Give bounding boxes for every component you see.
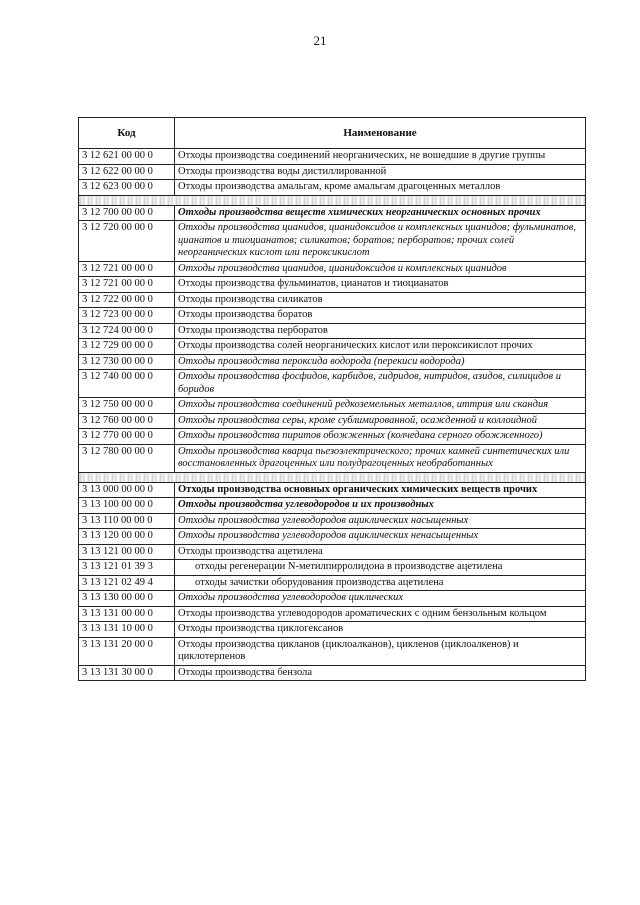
name-cell: Отходы производства фульминатов, цианатов и тиоцианатов: [175, 277, 586, 293]
table-row: [79, 560, 586, 576]
name-cell: Отходы производства пиритов обожженных (колчедана серного обожженного): [175, 429, 586, 445]
code-cell: 3 12 750 00 00 0: [79, 398, 175, 414]
code-cell: 3 12 722 00 00 0: [79, 292, 175, 308]
code-cell: 3 12 730 00 00 0: [79, 354, 175, 370]
code-cell: 3 12 724 00 00 0: [79, 323, 175, 339]
table-row: [79, 665, 586, 681]
table-row: [79, 482, 586, 498]
name-cell: Отходы производства перборатов: [175, 323, 586, 339]
table-row: [79, 444, 586, 472]
name-cell: Отходы производства углеводородов и их производных: [175, 498, 586, 514]
table-row: [79, 637, 586, 665]
code-cell: 3 13 100 00 00 0: [79, 498, 175, 514]
name-cell: Отходы производства цианидов, цианидоксидов и комплексных цианидов; фульминатов, цианатов и тиоцианатов; силикатов; боратов; перборатов; прочих солей неорганических кислот или пероксикислот: [175, 221, 586, 262]
code-cell: 3 12 729 00 00 0: [79, 339, 175, 355]
table-row: [79, 370, 586, 398]
table-body: [79, 149, 586, 681]
table-row: [79, 205, 586, 221]
name-cell: Отходы производства углеводородов ациклических насыщенных: [175, 513, 586, 529]
table-row: [79, 164, 586, 180]
table-row: [79, 292, 586, 308]
name-cell: отходы регенерации N-метилпирролидона в производстве ацетилена: [175, 560, 586, 576]
table-row: [79, 498, 586, 514]
table-row: [79, 354, 586, 370]
code-cell: 3 13 121 02 49 4: [79, 575, 175, 591]
separator-cell: [79, 472, 586, 482]
table-row: [79, 544, 586, 560]
code-cell: 3 13 131 20 00 0: [79, 637, 175, 665]
separator-row: [79, 195, 586, 205]
name-column-header: Наименование: [175, 118, 586, 149]
name-cell: Отходы производства углеводородов ациклических ненасыщенных: [175, 529, 586, 545]
code-cell: 3 13 110 00 00 0: [79, 513, 175, 529]
table-row: [79, 622, 586, 638]
code-column-header: Код: [79, 118, 175, 149]
separator-row: [79, 472, 586, 482]
name-cell: Отходы производства веществ химических неорганических основных прочих: [175, 205, 586, 221]
table-row: [79, 529, 586, 545]
name-cell: Отходы производства пероксида водорода (перекиси водорода): [175, 354, 586, 370]
code-cell: 3 12 700 00 00 0: [79, 205, 175, 221]
code-cell: 3 13 131 10 00 0: [79, 622, 175, 638]
name-cell: Отходы производства силикатов: [175, 292, 586, 308]
name-cell: Отходы производства солей неорганических кислот или пероксикислот прочих: [175, 339, 586, 355]
table-row: [79, 261, 586, 277]
name-cell: отходы зачистки оборудования производства ацетилена: [175, 575, 586, 591]
code-cell: 3 12 621 00 00 0: [79, 149, 175, 165]
table-row: [79, 277, 586, 293]
waste-classification-table: [78, 117, 586, 681]
table-row: [79, 575, 586, 591]
table-row: [79, 149, 586, 165]
name-cell: Отходы производства цианидов, цианидоксидов и комплексных цианидов: [175, 261, 586, 277]
name-cell: Отходы производства ацетилена: [175, 544, 586, 560]
code-cell: 3 12 780 00 00 0: [79, 444, 175, 472]
code-cell: 3 12 623 00 00 0: [79, 180, 175, 196]
name-cell: Отходы производства боратов: [175, 308, 586, 324]
separator-cell: [79, 195, 586, 205]
code-cell: 3 12 740 00 00 0: [79, 370, 175, 398]
table-row: [79, 398, 586, 414]
page-number: 21: [313, 33, 327, 48]
code-cell: 3 12 622 00 00 0: [79, 164, 175, 180]
code-cell: 3 12 720 00 00 0: [79, 221, 175, 262]
name-cell: Отходы производства серы, кроме сублимированной, осажденной и коллоидной: [175, 413, 586, 429]
code-cell: 3 13 131 30 00 0: [79, 665, 175, 681]
name-cell: Отходы производства амальгам, кроме амальгам драгоценных металлов: [175, 180, 586, 196]
code-cell: 3 13 121 00 00 0: [79, 544, 175, 560]
code-cell: 3 13 121 01 39 3: [79, 560, 175, 576]
name-cell: Отходы производства соединений неорганических, не вошедшие в другие группы: [175, 149, 586, 165]
code-cell: 3 12 723 00 00 0: [79, 308, 175, 324]
name-cell: Отходы производства циклогексанов: [175, 622, 586, 638]
name-cell: Отходы производства цикланов (циклоалканов), цикленов (циклоалкенов) и циклотерпенов: [175, 637, 586, 665]
code-cell: 3 12 760 00 00 0: [79, 413, 175, 429]
table-row: [79, 308, 586, 324]
name-cell: Отходы производства фосфидов, карбидов, гидридов, нитридов, азидов, силицидов и боридов: [175, 370, 586, 398]
name-cell: Отходы производства бензола: [175, 665, 586, 681]
table-row: [79, 591, 586, 607]
name-cell: Отходы производства углеводородов ароматических с одним бензольным кольцом: [175, 606, 586, 622]
name-cell: Отходы производства углеводородов циклических: [175, 591, 586, 607]
name-cell: Отходы производства соединений редкоземельных металлов, иттрия или скандия: [175, 398, 586, 414]
code-cell: 3 13 120 00 00 0: [79, 529, 175, 545]
table-row: [79, 339, 586, 355]
table-row: [79, 429, 586, 445]
table-row: [79, 513, 586, 529]
table-row: [79, 413, 586, 429]
name-cell: Отходы производства основных органических химических веществ прочих: [175, 482, 586, 498]
code-cell: 3 13 131 00 00 0: [79, 606, 175, 622]
code-cell: 3 12 721 00 00 0: [79, 261, 175, 277]
table-row: [79, 180, 586, 196]
table-row: [79, 606, 586, 622]
code-cell: 3 12 770 00 00 0: [79, 429, 175, 445]
code-cell: 3 13 000 00 00 0: [79, 482, 175, 498]
table-row: [79, 323, 586, 339]
code-cell: 3 13 130 00 00 0: [79, 591, 175, 607]
name-cell: Отходы производства кварца пьезоэлектрического; прочих камней синтетических или восстановленных драгоценных или полудрагоценных необработанных: [175, 444, 586, 472]
table-header-row: [79, 118, 586, 149]
table-row: [79, 221, 586, 262]
name-cell: Отходы производства воды дистиллированной: [175, 164, 586, 180]
code-cell: 3 12 721 00 00 0: [79, 277, 175, 293]
